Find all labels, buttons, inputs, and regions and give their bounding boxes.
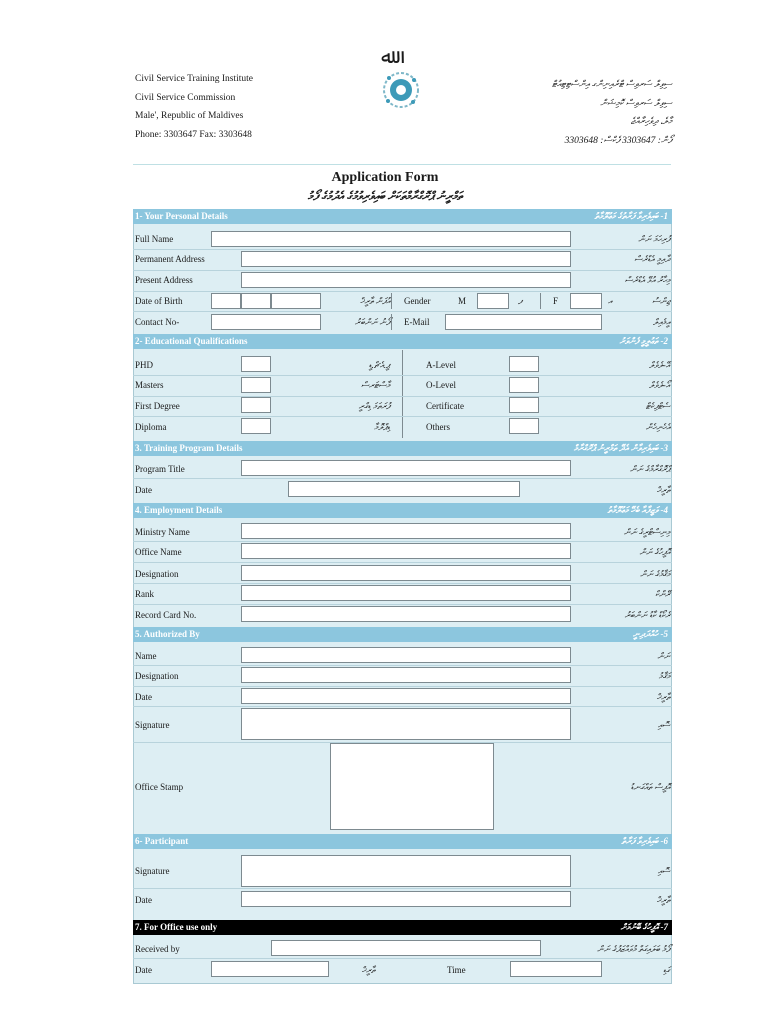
section-title: 7. For Office use only	[135, 922, 218, 932]
column-divider	[540, 293, 541, 309]
section-title-dv: 4- ވަޒީފާއާ ބެހޭ މަޢުލޫމާތު	[607, 505, 668, 515]
authorized-date-label: Date	[135, 692, 152, 702]
section-office-header	[133, 920, 672, 935]
row-divider	[133, 478, 672, 479]
contact-label-dv: ފޯނު ނަންބަރު	[354, 317, 390, 327]
section-title: 4. Employment Details	[135, 505, 223, 515]
phd-checkbox[interactable]	[241, 356, 271, 372]
masters-checkbox[interactable]	[241, 377, 271, 393]
rank-input[interactable]	[241, 585, 571, 601]
authorizer-name-label: Name	[135, 651, 157, 661]
time-label: Time	[447, 965, 466, 975]
gender-male-label: M	[458, 296, 467, 306]
row-divider	[133, 270, 672, 271]
certificate-label: Certificate	[426, 401, 464, 411]
authorized-date-input[interactable]	[241, 688, 571, 704]
commission-name: Civil Service Commission	[135, 92, 236, 103]
section-title: 6- Participant	[135, 836, 189, 846]
permanent-address-input[interactable]	[241, 251, 571, 267]
form-title-dv: ތަމްރީނު ޕްރޮގްރާމްތަކަށް ބައިވެރިވުމުގެ އެދުމުގެ ފޯމު	[307, 189, 463, 203]
gender-label: Gender	[404, 296, 431, 306]
institute-phone-dv: ފޯން: 3303647 ފެކްސް: 3303648	[564, 135, 672, 146]
program-date-input[interactable]	[288, 481, 520, 497]
row-divider	[133, 888, 672, 889]
authorizer-designation-label-dv: މަޤާމު	[658, 671, 670, 681]
program-date-label-dv: ތާރީޚް	[656, 485, 670, 495]
office-date-input[interactable]	[211, 961, 329, 977]
others-checkbox[interactable]	[509, 418, 539, 434]
first-degree-label: First Degree	[135, 401, 180, 411]
institute-info-dv	[552, 76, 672, 150]
full-name-label-dv: ފުރިހަމަ ނަން	[638, 234, 670, 244]
row-divider	[133, 686, 672, 687]
section-education-header	[133, 334, 672, 349]
section-title-dv: 1- ބައިވެރިވާ ފަރާތުގެ މަޢުލޫމާތު	[594, 211, 668, 221]
participant-signature-label: Signature	[135, 866, 170, 876]
time-input[interactable]	[510, 961, 602, 977]
email-input[interactable]	[445, 314, 602, 330]
others-label: Others	[426, 422, 450, 432]
authorizer-signature-box[interactable]	[241, 708, 571, 740]
present-address-label-dv: މިހާރު އުޅޭ އެޑްރެސް	[624, 275, 670, 285]
phd-label-dv: ޕީ.އެޗް.ޑީ	[368, 360, 390, 370]
column-divider	[402, 350, 403, 438]
commission-name-dv: ސިވިލް ސަރވިސް ކޮމިޝަން	[600, 98, 672, 109]
institute-info-en	[135, 70, 253, 144]
contact-label: Contact No-	[135, 317, 180, 327]
row-divider	[133, 396, 672, 397]
participant-date-label-dv: ތާރީޚް	[656, 895, 670, 905]
rank-label: Rank	[135, 589, 154, 599]
authorizer-designation-label: Designation	[135, 671, 179, 681]
office-stamp-label-dv: އޮފީސް ތައްގަނޑު	[630, 782, 670, 792]
ministry-name-label-dv: މިނިސްޓްރީގެ ނަން	[623, 527, 670, 537]
gender-female-label-dv: އ	[608, 296, 613, 306]
row-divider	[133, 541, 672, 542]
email-label: E-Mail	[404, 317, 430, 327]
masters-label: Masters	[135, 380, 164, 390]
o-level-label-dv: އޯ-ލެވެލް	[648, 380, 670, 390]
full-name-input[interactable]	[211, 231, 571, 247]
office-date-label-dv: ތާރީޚް	[361, 965, 375, 975]
participant-date-input[interactable]	[241, 891, 571, 907]
section-title-dv: 2- ތަޢުލީމީ ފެންވަރު	[619, 336, 668, 346]
email-label-dv: އީމެއިލް	[652, 317, 670, 327]
full-name-label: Full Name	[135, 234, 174, 244]
institute-phone: Phone: 3303647 Fax: 3303648	[135, 129, 252, 140]
section-title: 2- Educational Qualifications	[135, 336, 248, 346]
section-authorized-header	[133, 627, 672, 642]
gender-male-label-dv: ފ	[518, 296, 523, 306]
row-divider	[133, 583, 672, 584]
institute-logo-icon	[381, 70, 421, 110]
participant-signature-box[interactable]	[241, 855, 571, 887]
authorizer-signature-label: Signature	[135, 720, 170, 730]
received-by-label-dv: ފޯމު ބަލައިގަތް މުވައްޒަފުގެ ނަން	[597, 944, 670, 954]
participant-date-label: Date	[135, 895, 152, 905]
section-title-dv: 5- ހުއްދަދިނީ	[632, 629, 668, 639]
permanent-address-label: Permanent Address	[135, 254, 205, 264]
authorizer-name-label-dv: ނަން	[657, 651, 670, 661]
ministry-name-label: Ministry Name	[135, 527, 190, 537]
time-label-dv: ގަޑި	[662, 965, 670, 975]
designation-label-dv: މަޤާމުގެ ނަން	[640, 569, 670, 579]
section-title: 5. Authorized By	[135, 629, 200, 639]
diploma-checkbox[interactable]	[241, 418, 271, 434]
a-level-label-dv: އޭ-ލެވެލް	[648, 360, 670, 370]
institute-name-dv: ސިވިލް ސަރވިސް ޓްރެއިނިންގ އިންސްޓިޓިއުޓް	[551, 80, 672, 90]
program-title-input[interactable]	[241, 460, 571, 476]
ministry-name-input[interactable]	[241, 523, 571, 539]
dob-day-input[interactable]	[211, 293, 241, 309]
section-personal-header	[133, 209, 672, 224]
authorizer-designation-input[interactable]	[241, 667, 571, 683]
office-name-input[interactable]	[241, 543, 571, 559]
diploma-label-dv: ޑިޕްލޮމާ	[374, 422, 390, 432]
dob-month-input[interactable]	[241, 293, 271, 309]
form-title: Application Form	[331, 170, 439, 185]
header-divider	[133, 164, 671, 165]
received-by-label: Received by	[135, 944, 180, 954]
program-title-label: Program Title	[135, 464, 185, 474]
column-divider	[391, 314, 392, 330]
office-date-label: Date	[135, 965, 152, 975]
dob-year-input[interactable]	[271, 293, 321, 309]
row-divider	[133, 311, 672, 312]
office-stamp-label: Office Stamp	[135, 782, 184, 792]
section-training-header	[133, 441, 672, 456]
a-level-checkbox[interactable]	[509, 356, 539, 372]
institute-location-dv: މާލެ، ދިވެހިރާއްޖެ	[630, 117, 672, 127]
o-level-label: O-Level	[426, 380, 456, 390]
gender-label-dv: ޖިންސު	[652, 296, 670, 306]
section-title-dv: 6- ބައިވެރިވާ ފަރާތް	[621, 836, 668, 846]
office-stamp-box[interactable]	[330, 743, 494, 830]
column-divider	[391, 293, 392, 309]
section-title: 3. Training Program Details	[135, 443, 243, 453]
program-title-label-dv: ޕްރޮގްރާމްގެ ނަން	[630, 464, 670, 474]
row-divider	[133, 291, 672, 292]
gender-female-label: F	[553, 296, 559, 306]
row-divider	[133, 416, 672, 417]
section-title-dv: 7- އޮފީހުގެ ބޭނުމަށް	[620, 922, 668, 932]
row-divider	[133, 562, 672, 563]
participant-signature-label-dv: ސޮއި	[657, 866, 670, 876]
section-employment-header	[133, 503, 672, 518]
authorizer-signature-label-dv: ސޮއި	[657, 720, 670, 730]
program-date-label: Date	[135, 485, 152, 495]
authorized-date-label-dv: ތާރީޚް	[656, 692, 670, 702]
masters-label-dv: މާސްޓަރސް	[360, 380, 390, 390]
gender-male-checkbox[interactable]	[477, 293, 509, 309]
others-label-dv: އެހެނިހެން	[645, 422, 670, 432]
present-address-input[interactable]	[241, 272, 571, 288]
row-divider	[133, 706, 672, 707]
gender-female-checkbox[interactable]	[570, 293, 602, 309]
office-name-label: Office Name	[135, 547, 182, 557]
row-divider	[133, 958, 672, 959]
record-card-label: Record Card No.	[135, 610, 197, 620]
permanent-address-label-dv: ދާއިމީ އެޑްރެސް	[634, 254, 670, 264]
phd-label: PHD	[135, 360, 154, 370]
record-card-label-dv: ރެކޯޑް ކާޑު ނަންބަރު	[624, 610, 670, 620]
first-degree-label-dv: ފުރަތަމަ ޑިގްރީ	[358, 401, 390, 411]
row-divider	[133, 665, 672, 666]
a-level-label: A-Level	[426, 360, 456, 370]
record-card-input[interactable]	[241, 606, 571, 622]
section-title: 1- Your Personal Details	[135, 211, 228, 221]
institute-location: Male', Republic of Maldives	[135, 111, 244, 121]
present-address-label: Present Address	[135, 275, 193, 285]
designation-input[interactable]	[241, 565, 571, 581]
received-by-input[interactable]	[271, 940, 541, 956]
first-degree-checkbox[interactable]	[241, 397, 271, 413]
certificate-checkbox[interactable]	[509, 397, 539, 413]
rank-label-dv: ރޭންކް	[655, 589, 670, 599]
designation-label: Designation	[135, 569, 179, 579]
section-participant-header	[133, 834, 672, 849]
section-title-dv: 3- ބައިވެރިވާން އެދޭ ތަމްރީނު ޕްރޮގްރާމް	[573, 443, 668, 453]
row-divider	[133, 249, 672, 250]
row-divider	[133, 375, 672, 376]
o-level-checkbox[interactable]	[509, 377, 539, 393]
office-name-label-dv: އޮފީހުގެ ނަން	[639, 547, 670, 557]
institute-name: Civil Service Training Institute	[135, 74, 253, 84]
certificate-label-dv: ސެޓްފިކެޓް	[645, 401, 670, 411]
row-divider	[133, 604, 672, 605]
diploma-label: Diploma	[135, 422, 167, 432]
dob-label: Date of Birth	[135, 296, 183, 306]
authorizer-name-input[interactable]	[241, 647, 571, 663]
bismillah-calligraphy: ﷲ	[381, 46, 393, 68]
dob-label-dv: އުފަން ތާރީޚް	[360, 296, 390, 306]
contact-input[interactable]	[211, 314, 321, 330]
